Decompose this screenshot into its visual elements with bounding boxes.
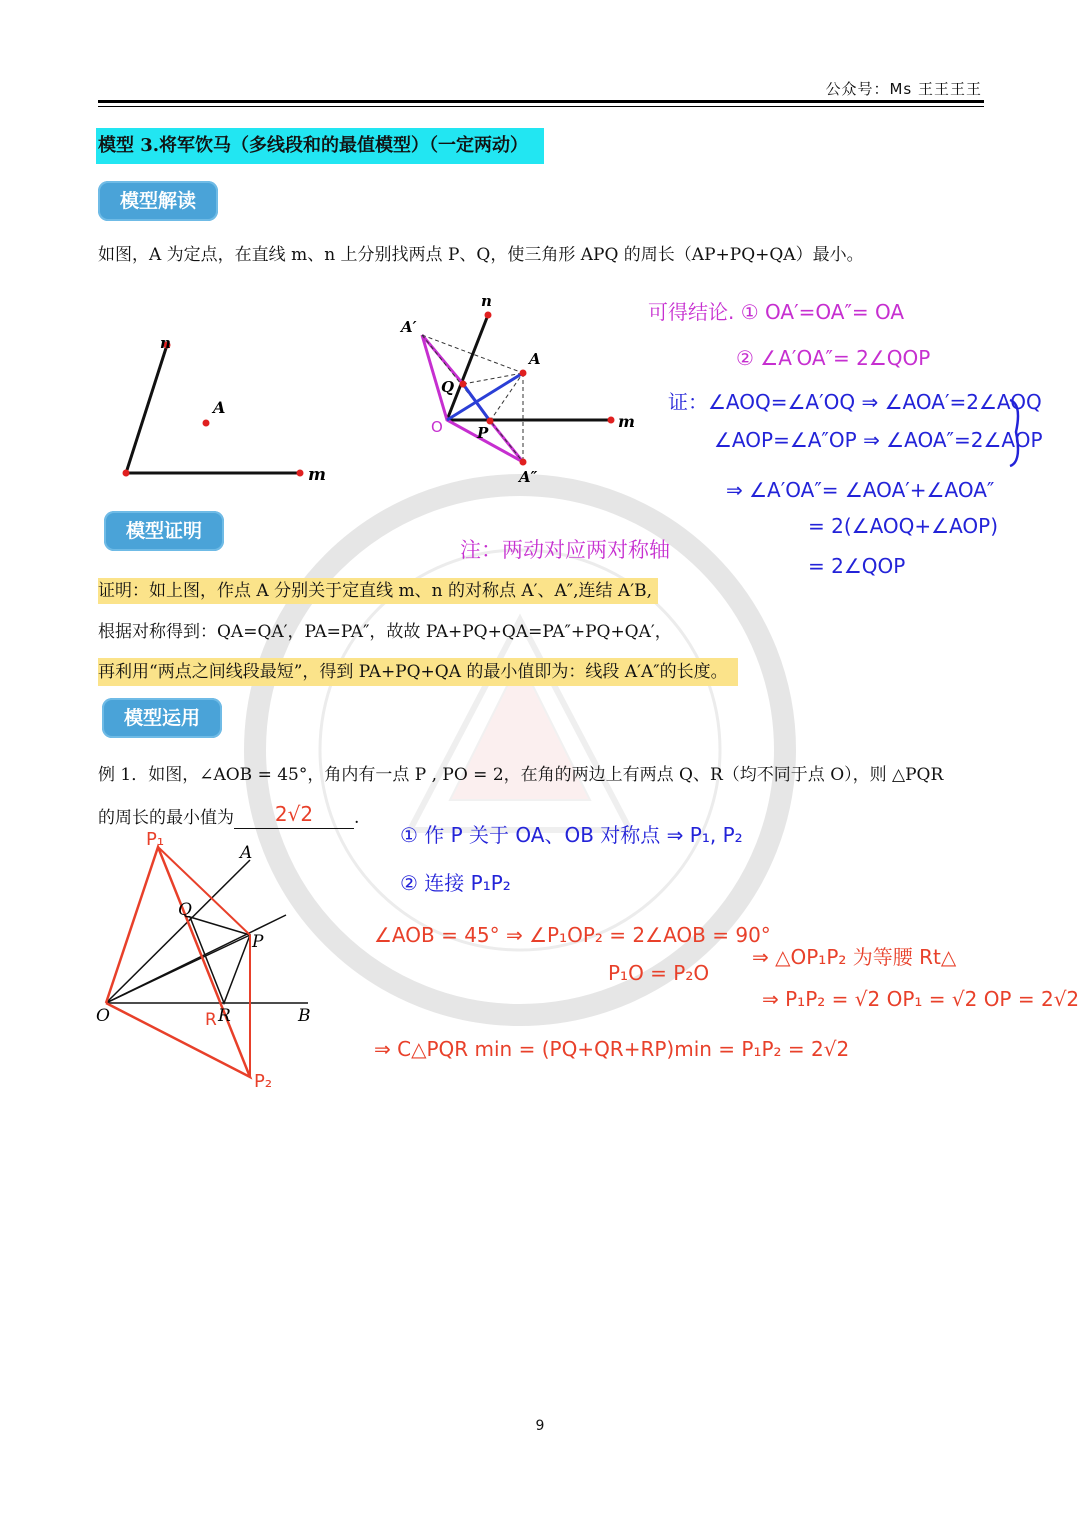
- chip-application: 模型运用: [102, 698, 222, 738]
- example-line-1: 例 1．如图，∠AOB = 45°，角内有一点 P , PO = 2，在角的两边上有两点 Q、R（均不同于点 O），则 △PQR: [98, 765, 944, 785]
- fig3-label-P2: P₂: [254, 1071, 273, 1092]
- proof-line-3: 再利用“两点之间线段最短”，得到 PA+PQ+QA 的最小值即为：线段 A′A″的长度。: [98, 658, 738, 686]
- fig1-label-n: n: [160, 334, 171, 352]
- proof-line-2: 根据对称得到：QA=QA′，PA=PA″，故故 PA+PQ+QA=PA″+PQ+QA′，: [98, 622, 672, 642]
- header-rule-thick: [98, 100, 984, 103]
- hw-proof-4: = 2(∠AOQ+∠AOP): [808, 514, 999, 538]
- page-number: 9: [535, 1418, 545, 1434]
- hw-proof-3: ⇒ ∠A′OA″= ∠AOA′+∠AOA″: [726, 478, 995, 502]
- fig3-label-Q: Q: [178, 900, 192, 920]
- brace-icon: [1006, 398, 1026, 468]
- hw-conclusion-1: 可得结论. ① OA′=OA″= OA: [648, 300, 905, 324]
- section-title: 模型 3.将军饮马（多线段和的最值模型）（一定两动）: [96, 128, 544, 164]
- fig2-label-m: m: [618, 412, 635, 431]
- example-line-2-prefix: 的周长的最小值为: [98, 808, 234, 828]
- fig1-label-m: m: [308, 465, 326, 485]
- sol-line-1: ① 作 P 关于 OA、OB 对称点 ⇒ P₁, P₂: [400, 823, 743, 847]
- fig2-label-n: n: [481, 292, 492, 310]
- sol-line-6: ⇒ P₁P₂ = √2 OP₁ = √2 OP = 2√2: [762, 987, 1080, 1011]
- fig2-label-P: P: [477, 424, 489, 442]
- sol-line-7: ⇒ C△PQR min = (PQ+QR+RP)min = P₁P₂ = 2√2: [374, 1037, 850, 1061]
- figure-1: [110, 325, 340, 495]
- hw-proof-5: = 2∠QOP: [808, 554, 906, 578]
- fig3-label-P1: P₁: [146, 829, 165, 850]
- fig3-label-R: R: [218, 1006, 231, 1026]
- intro-text: 如图，A 为定点，在直线 m、n 上分别找两点 P、Q，使三角形 APQ 的周长（AP+PQ+QA）最小。: [98, 245, 864, 265]
- fig3-label-O: O: [96, 1006, 110, 1026]
- fig2-label-A1: A′: [401, 318, 417, 336]
- figure-2: [395, 290, 655, 490]
- sol-line-2: ② 连接 P₁P₂: [400, 871, 511, 895]
- sol-line-5: ⇒ △OP₁P₂ 为等腰 Rt△: [752, 945, 957, 969]
- header-text: 公众号：Ms 王王王王: [825, 80, 982, 98]
- hw-conclusion-2: ② ∠A′OA″= 2∠QOP: [736, 346, 931, 370]
- fig3-label-A: A: [240, 843, 253, 863]
- proof-line-3-wrap: [98, 657, 738, 682]
- handwriting-note: 注：两动对应两对称轴: [460, 538, 670, 562]
- hw-proof-1: 证：∠AOQ=∠A′OQ ⇒ ∠AOA′=2∠AOQ: [668, 390, 1042, 414]
- example-line-2-suffix: .: [354, 808, 360, 828]
- sol-line-3: ∠AOB = 45° ⇒ ∠P₁OP₂ = 2∠AOB = 90°: [374, 923, 771, 947]
- hw-proof-2: ∠AOP=∠A″OP ⇒ ∠AOA″=2∠AOP: [714, 428, 1043, 452]
- fig2-label-A2: A″: [519, 468, 538, 486]
- chip-interpretation: 模型解读: [98, 181, 218, 221]
- fig3-label-P: P: [252, 932, 264, 952]
- proof-line-1: 证明：如上图，作点 A 分别关于定直线 m、n 的对称点 A′、A″,连结 A′B,: [98, 578, 658, 604]
- figure-3: [90, 825, 350, 1105]
- header-rule-thin: [98, 106, 984, 107]
- chip-proof: 模型证明: [104, 511, 224, 551]
- proof-line-1-wrap: [98, 573, 666, 604]
- example-solution: [372, 815, 1080, 1075]
- answer-text: 2√2: [274, 802, 314, 826]
- sol-line-4: P₁O = P₂O: [608, 961, 710, 985]
- fig3-label-B: B: [298, 1006, 311, 1026]
- fig3-label-R-hand: R: [205, 1010, 217, 1030]
- fig2-label-Q: Q: [441, 378, 455, 396]
- fig2-label-A: A: [529, 350, 541, 368]
- fig2-label-O: O: [431, 418, 443, 436]
- fig1-label-A: A: [213, 398, 226, 417]
